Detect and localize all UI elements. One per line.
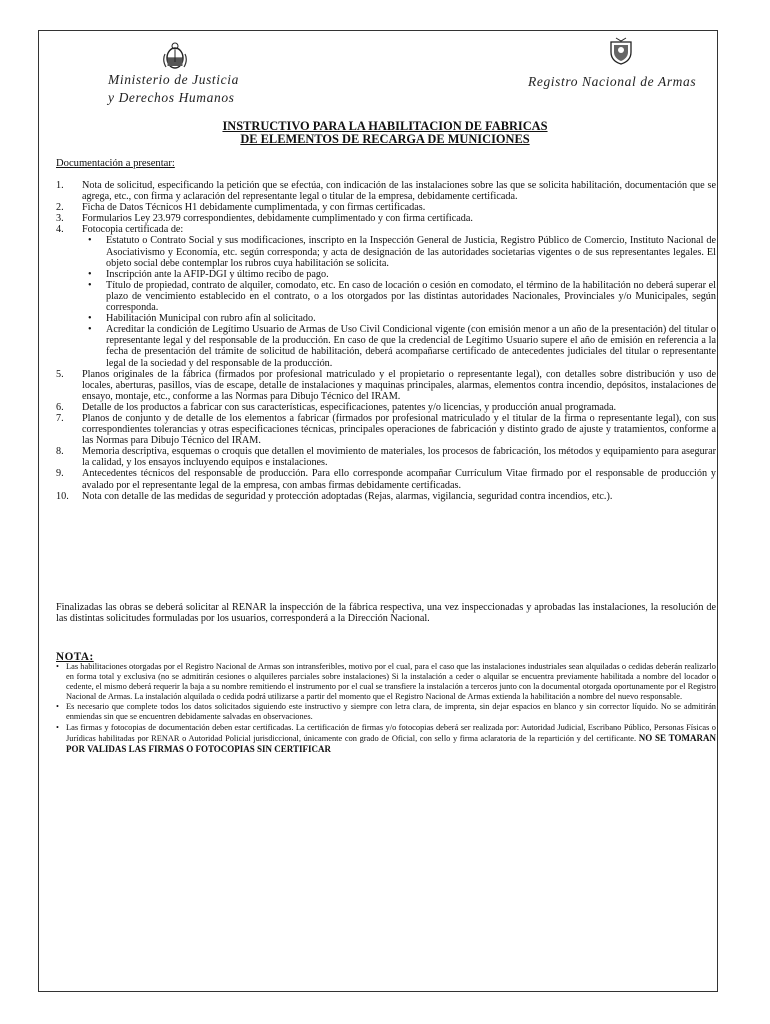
item-text: Antecedentes técnicos del responsable de producción. Para ello corresponde acompañar Currículum Vitae firmado por el responsable de producción y avalado por el representante legal de la empresa, con ambas firmas debidamente certificadas.	[82, 468, 716, 491]
documentation-label: Documentación a presentar:	[56, 158, 175, 169]
title-line-2: DE ELEMENTOS DE RECARGA DE MUNICIONES	[240, 132, 530, 146]
bullet-icon: •	[56, 722, 59, 732]
requirement-item	[56, 491, 716, 502]
note-text: Las firmas y fotocopias de documentación deben estar certificadas. La certificación de firmas y/o fotocopias deberá ser realizada por: Autoridad Judicial, Escribano Público, Personas Físicas o Jurídicas habilitadas por RENAR o Autoridad Policial jurisdiccional, únicamente con grado de Oficial, con sello y firma aclaratoria de la repartición y del certificante.	[66, 722, 716, 743]
item-number: 10.	[56, 490, 69, 502]
sublist-item	[82, 313, 716, 324]
ministry-name-line2: y Derechos Humanos	[108, 90, 235, 105]
registry-shield-icon	[608, 36, 634, 66]
certification-warning: NO SE TOMARAN POR VALIDAS LAS FIRMAS O FOTOCOPIAS SIN CERTIFICAR	[66, 732, 716, 754]
ministry-name-line1: Ministerio de Justicia	[108, 72, 239, 87]
bullet-icon: •	[56, 702, 59, 712]
item-number: 8.	[56, 446, 64, 458]
requirement-item	[56, 224, 716, 368]
note-text: Es necesario que complete todos los datos solicitados siguiendo este instructivo y siempre con letra clara, de imprenta, sin dejar espacios en blanco y sin corrector líquido. No se admitirán enmiendas sin que se encuentren debidamente salvadas en observaciones.	[66, 702, 716, 722]
sublist-text: Acreditar la condición de Legítimo Usuario de Armas de Uso Civil Condicional vigente (con emisión menor a un año de la presentación) del titular o representante legal y del responsable de la producción. En caso de que la credencial de Legítimo Usuario supere el año de emisión en referencia a la fecha de presentación del trámite de solicitud de habilitación, deberá acompañarse certificado de antecedentes judiciales del titular o representante legal de la sociedad y del responsable de la producción.	[106, 324, 716, 369]
nota-heading: NOTA:	[56, 651, 94, 663]
note-text: Las habilitaciones otorgadas por el Registro Nacional de Armas son intransferibles, motivo por el cual, para el caso que las instalaciones industriales sean alquiladas o cedidas deberán realizarlo en forma total y exclusiva (no se admitirán cesiones o alquileres parciales sobre instalaciones) Si la instalación a ceder o alquilar se encuentra previamente habilitada a nombre del locador o cedente, el mismo deberá requerir la baja a su nombre remitiendo el instrumento por el cual se transfiere la instalación a terceros junto con la documental otorgada oportunamente por el Registro Nacional de Armas. La instalación alquilada o cedida podrá utilizarse a partir del momento que el Registro Nacional de Armas extienda la habilitación a nombre del nuevo responsable.	[66, 662, 716, 702]
requirement-item	[56, 213, 716, 224]
item-text: Nota con detalle de las medidas de seguridad y protección adoptadas (Rejas, alarmas, vigilancia, seguridad contra incendios, etc.).	[82, 490, 613, 502]
item-text: Detalle de los productos a fabricar con sus características, especificaciones, patentes y/o licencias, y producción anual programada.	[82, 401, 617, 413]
item-number: 7.	[56, 412, 64, 424]
title-line-1: INSTRUCTIVO PARA LA HABILITACION DE FABRICAS	[222, 119, 548, 133]
sublist-item	[82, 324, 716, 368]
document-title	[40, 120, 730, 146]
item-text: Memoria descriptiva, esquemas o croquis que detallen el movimiento de materiales, los procesos de fabricación, los métodos y equipamiento para asegurar la calidad, y los ensayos incluyendo equipos e instalaciones.	[82, 446, 716, 469]
item-text: Fotocopia certificada de:	[82, 224, 184, 236]
item-number: 2.	[56, 202, 64, 214]
item-number: 1.	[56, 180, 64, 191]
item-number: 5.	[56, 368, 64, 380]
sublist-item	[82, 280, 716, 313]
requirement-item	[56, 180, 716, 202]
requirement-item	[56, 468, 716, 490]
notes-list	[56, 662, 716, 755]
sublist-item	[82, 269, 716, 280]
item-text: Nota de solicitud, especificando la petición que se efectúa, con indicación de las instalaciones sobre las que se solicita habilitación, documentación que se agrega, etc., con firma y aclaración del representante legal o titular de la empresa, debidamente certificada.	[82, 180, 716, 203]
page-frame	[38, 30, 718, 992]
sublist-text: Estatuto o Contrato Social y sus modificaciones, inscripto en la Inspección General de Justicia, Registro Público de Comercio, Instituto Nacional de Asociativismo y Economía, etc. según corresponda; y acta de designación de las autoridades societarias vigentes o de sus representantes legales. El objeto social debe contemplar los rubros cuya habilitación se solicita.	[106, 235, 716, 269]
bullet-icon: •	[88, 324, 92, 336]
closing-paragraph: Finalizadas las obras se deberá solicitar al RENAR la inspección de la fábrica respectiva, una vez inspeccionadas y aprobadas las instalaciones, la resolución de las distintas solicitudes formuladas por los usuarios, corresponderá a la Dirección Nacional.	[56, 602, 716, 625]
item-number: 3.	[56, 213, 64, 225]
coat-of-arms-icon	[162, 40, 188, 70]
item-number: 4.	[56, 224, 64, 236]
sublist-text: Título de propiedad, contrato de alquiler, comodato, etc. En caso de locación o cesión en comodato, el término de la habilitación no deberá superar el plazo de vencimiento establecido en el contrato, o a los otorgados por las distintas autoridades Nacionales, Provinciales y/o Municipales, según corresponda.	[106, 279, 716, 314]
bullet-icon: •	[88, 268, 92, 280]
note-item	[56, 723, 716, 755]
requirement-item	[56, 402, 716, 413]
notes-section	[56, 662, 716, 755]
requirement-item	[56, 202, 716, 213]
requirements-list	[56, 180, 716, 502]
item-text: Ficha de Datos Técnicos H1 debidamente cumplimentada, y con firmas certificadas.	[82, 202, 426, 214]
bullet-icon: •	[88, 313, 92, 325]
requirement-item	[56, 369, 716, 402]
note-item	[56, 662, 716, 702]
note-item	[56, 702, 716, 722]
item-text: Planos originales de la fábrica (firmados por profesional matriculado y el propietario o representante legal), con detalles sobre distribución y uso de locales, aberturas, pasillos, vías de escape, detalle de instalaciones y maquinas principales, alarmas, elementos contra incendio, depósitos, instalaciones de ensayo, montaje, etc., conforme a las Normas para Dibujo Técnico del IRAM.	[82, 368, 716, 402]
requirement-item	[56, 446, 716, 468]
item-text: Planos de conjunto y de detalle de los elementos a fabricar (firmados por profesional matriculado y el titular de la firma o representante legal), con sus correspondientes tolerancias y otras especificaciones técnicas, principales operaciones de fabricación y distinto grado de ajuste y tratamientos, conforme a las Normas para Dibujo Técnico del IRAM.	[82, 412, 716, 447]
bullet-icon: •	[88, 279, 92, 291]
sublist-item	[82, 235, 716, 268]
bullet-icon: •	[56, 662, 59, 671]
sublist-text: Habilitación Municipal con rubro afín al solicitado.	[106, 313, 316, 325]
requirement-item	[56, 413, 716, 446]
item-number: 6.	[56, 401, 64, 413]
registry-name: Registro Nacional de Armas	[528, 74, 697, 89]
requirements-list-container	[56, 180, 716, 502]
sublist-text: Inscripción ante la AFIP-DGI y último recibo de pago.	[106, 268, 329, 280]
item-number: 9.	[56, 468, 64, 480]
bullet-icon: •	[88, 235, 92, 247]
item-text: Formularios Ley 23.979 correspondientes, debidamente cumplimentado y con firma certificada.	[82, 213, 473, 225]
photocopy-sublist	[82, 235, 716, 368]
